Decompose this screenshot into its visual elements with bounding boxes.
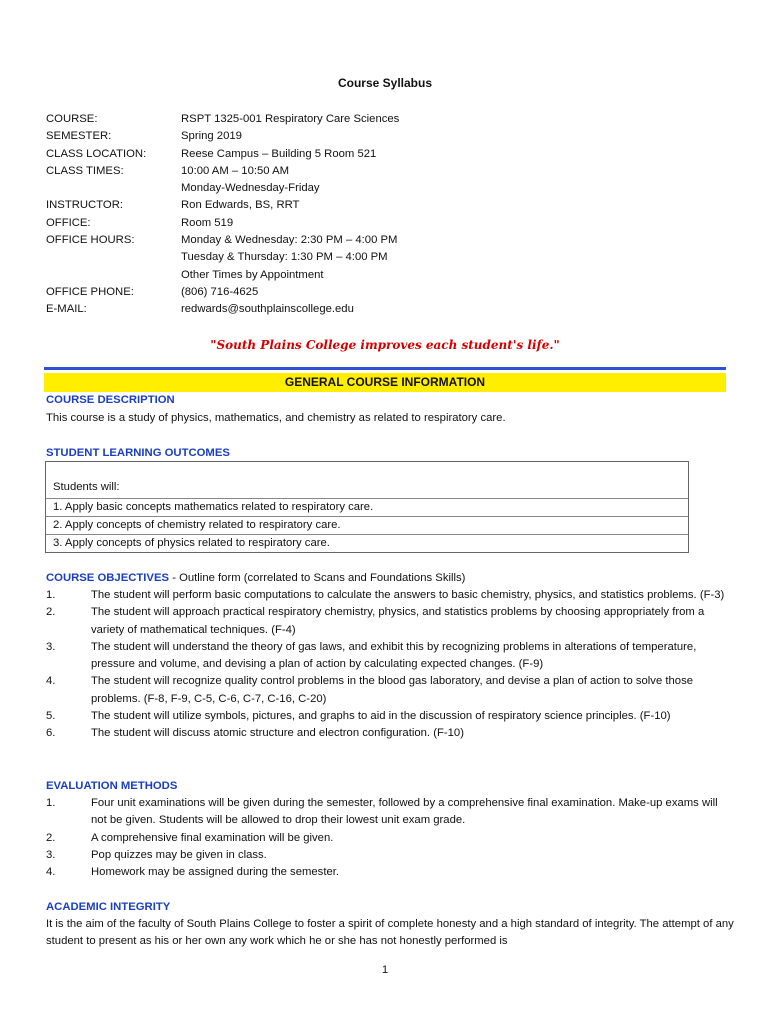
item-number: 5. [46, 710, 56, 723]
evaluation-list [46, 795, 736, 881]
info-value [181, 146, 376, 163]
info-value [181, 128, 242, 145]
item-number: 2. [46, 831, 56, 844]
info-line: Other Times by Appointment [181, 268, 324, 281]
info-row-phone [46, 284, 399, 301]
item-number: 1. [46, 589, 56, 601]
info-value [181, 111, 399, 128]
info-line: Spring 2019 [181, 130, 242, 143]
list-item [46, 673, 736, 708]
list-item [46, 847, 736, 864]
info-line: RSPT 1325-001 Respiratory Care Sciences [181, 113, 400, 125]
outcome-row: 2. Apply concepts of chemistry related to respiratory care. [46, 516, 688, 534]
info-line: Monday-Wednesday-Friday [181, 182, 320, 195]
item-number: 3. [46, 640, 56, 653]
info-value [181, 215, 233, 232]
section-banner: GENERAL COURSE INFORMATION [44, 373, 726, 392]
list-item [46, 830, 736, 847]
objectives-heading-line [46, 570, 465, 587]
outcomes-lead: Students will: [53, 481, 120, 493]
info-line: Monday & Wednesday: 2:30 PM – 4:00 PM [181, 234, 398, 247]
objectives-subheading: - Outline form (correlated to Scans and Foundations Skills) [172, 572, 466, 584]
outcome-row: 3. Apply concepts of physics related to respiratory care. [46, 534, 688, 552]
list-item [46, 587, 736, 604]
item-text: The student will approach practical respiratory chemistry, physics, and statistics problems by choosing appropriately from a variety of mathematical techniques. (F-4) [91, 606, 705, 636]
list-item [46, 639, 736, 674]
objectives-heading: COURSE OBJECTIVES [46, 572, 170, 584]
info-row-office-hours [46, 232, 399, 284]
item-number: 3. [46, 848, 56, 861]
item-text: Four unit examinations will be given during the semester, followed by a comprehensive final examination. Make-up exams will not be given. Students will be allowed to drop their lowest unit exam grade. [91, 797, 718, 827]
info-line: Room 519 [181, 216, 234, 229]
info-value [181, 301, 354, 318]
outcomes-table [45, 461, 689, 553]
info-line: Ron Edwards, BS, RRT [181, 199, 300, 212]
item-number: 6. [46, 727, 56, 740]
item-number: 4. [46, 866, 56, 879]
item-number: 2. [46, 606, 56, 619]
item-text: The student will discuss atomic structure and electron configuration. (F-10) [91, 727, 464, 740]
list-item [46, 864, 736, 881]
info-value [181, 163, 320, 198]
info-line: 10:00 AM – 10:50 AM [181, 164, 290, 177]
info-label: INSTRUCTOR: [46, 199, 123, 212]
course-description-heading: COURSE DESCRIPTION [46, 394, 175, 406]
outcome-row: 1. Apply basic concepts mathematics related to respiratory care. [46, 498, 688, 516]
list-item [46, 795, 736, 830]
info-row-class-times [46, 163, 399, 198]
info-row-semester [46, 128, 399, 145]
objectives-list [46, 587, 736, 743]
info-label: SEMESTER: [46, 130, 112, 143]
item-number: 1. [46, 797, 56, 809]
evaluation-heading: EVALUATION METHODS [46, 780, 178, 792]
item-text: The student will utilize symbols, pictures, and graphs to aid in the discussion of respiratory science principles. (F-10) [91, 710, 671, 723]
info-value [181, 197, 299, 214]
info-label: CLASS TIMES: [46, 164, 124, 177]
course-info-block [46, 111, 399, 319]
info-label: OFFICE: [46, 216, 91, 229]
list-item [46, 604, 736, 639]
item-text: The student will understand the theory of gas laws, and exhibit this by recognizing problems in alterations of temperature, pressure and volume, and devising a plan of action by calculating expected changes. (F-9) [91, 640, 697, 671]
item-text: Pop quizzes may be given in class. [91, 848, 267, 861]
info-value [181, 284, 258, 301]
outcomes-heading: STUDENT LEARNING OUTCOMES [46, 447, 230, 459]
info-line: Tuesday & Thursday: 1:30 PM – 4:00 PM [181, 251, 388, 264]
course-description-text: This course is a study of physics, mathematics, and chemistry as related to respiratory care. [46, 412, 506, 424]
page-number: 1 [381, 964, 389, 976]
info-row-email [46, 301, 399, 318]
integrity-heading: ACADEMIC INTEGRITY [46, 901, 171, 913]
list-item [46, 708, 736, 725]
info-row-office [46, 215, 399, 232]
info-label: CLASS LOCATION: [46, 147, 147, 160]
info-label: COURSE: [46, 113, 98, 125]
item-number: 4. [46, 675, 56, 688]
info-label: E-MAIL: [46, 303, 87, 316]
email-value: redwards@southplainscollege.edu [181, 303, 354, 316]
info-line: (806) 716-4625 [181, 285, 259, 298]
info-label: OFFICE HOURS: [46, 234, 135, 247]
info-row-instructor [46, 197, 399, 214]
item-text: The student will recognize quality control problems in the blood gas laboratory, and devise a plan of action to solve those problems. (F-8, F-9, C-5, C-6, C-7, C-16, C-20) [91, 675, 694, 705]
college-motto: "South Plains College improves each student's life." [210, 338, 560, 352]
document-title: Course Syllabus [337, 76, 433, 90]
info-row-location [46, 146, 399, 163]
divider-rule [44, 367, 726, 370]
info-label: OFFICE PHONE: [46, 285, 134, 298]
item-text: A comprehensive final examination will be given. [91, 831, 334, 844]
info-line: Reese Campus – Building 5 Room 521 [181, 147, 377, 160]
item-text: The student will perform basic computations to calculate the answers to basic chemistry, physics, and statistics problems. (F-3) [91, 589, 725, 601]
info-row-course [46, 111, 399, 128]
item-text: Homework may be assigned during the semester. [91, 866, 340, 879]
integrity-text: It is the aim of the faculty of South Plains College to foster a spirit of complete honesty and a high standard of integrity. The attempt of any student to present as his or her own any work which he or she has not honestly performed is [46, 918, 734, 948]
list-item [46, 725, 736, 742]
info-value [181, 232, 397, 284]
